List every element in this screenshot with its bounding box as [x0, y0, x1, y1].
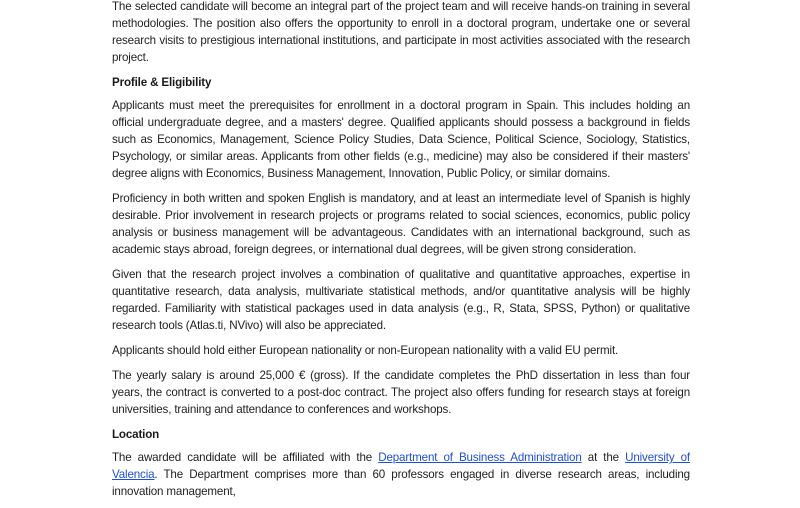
university-link[interactable]: University of Valencia [112, 451, 691, 481]
profile-paragraph-salary: The yearly salary is around 25,000 € (gross). If the candidate completes the PhD dissertation in less than four years, the contract is converted to a post-doc contract. The project also offers funding for research stays at foreign universities, training and attendance to conferences and workshops. [112, 369, 690, 416]
location-text-before: The awarded candidate will be affiliated with the [112, 451, 379, 464]
location-text-middle: at the [581, 451, 626, 464]
section-heading-profile: Profile & Eligibility [112, 76, 212, 89]
location-text-after: . The Department comprises more than 60 professors engaged in diverse research areas, including innovation management, [112, 468, 690, 498]
profile-paragraph-languages: Proficiency in both written and spoken English is mandatory, and at least an intermediate level of Spanish is highly desirable. Prior involvement in research projects or programs related to social sciences, economics, public policy analysis or business management will be advantageous. Candidates with an international background, such as academic stays abroad, foreign degrees, or international dual degrees, will be given strong consideration. [112, 192, 690, 256]
department-link[interactable]: Department of Business Administration [378, 451, 582, 464]
document-page [112, 0, 690, 508]
profile-paragraph-nationality: Applicants should hold either European nationality or non-European nationality with a valid EU permit. [112, 344, 619, 357]
profile-paragraph-prerequisites: Applicants must meet the prerequisites for enrollment in a doctoral program in Spain. This includes holding an official undergraduate degree, and a masters' degree. Qualified applicants should possess a background in fields such as Economics, Management, Science Policy Studies, Data Science, Political Science, Sociology, Statistics, Psychology, or similar areas. Applicants from other fields (e.g., medicine) may also be considered if their masters' degree aligns with Economics, Business Management, Innovation, Public Policy, or similar domains. [112, 99, 690, 180]
location-paragraph [112, 449, 690, 500]
intro-paragraph: The selected candidate will become an integral part of the project team and will receive hands-on training in several methodologies. The position also offers the opportunity to enroll in a doctoral program, undertake one or several research visits to prestigious international institutions, and participate in most activities associated with the research project. [112, 0, 690, 64]
profile-paragraph-methods: Given that the research project involves a combination of qualitative and quantitative approaches, expertise in quantitative research, data analysis, multivariate statistical methods, and/or quantitative analysis will be highly regarded. Familiarity with statistical packages used in data analysis (e.g., R, Stata, SPSS, Python) or qualitative research tools (Atlas.ti, NVivo) will also be appreciated. [112, 268, 690, 332]
section-heading-location: Location [112, 428, 160, 441]
